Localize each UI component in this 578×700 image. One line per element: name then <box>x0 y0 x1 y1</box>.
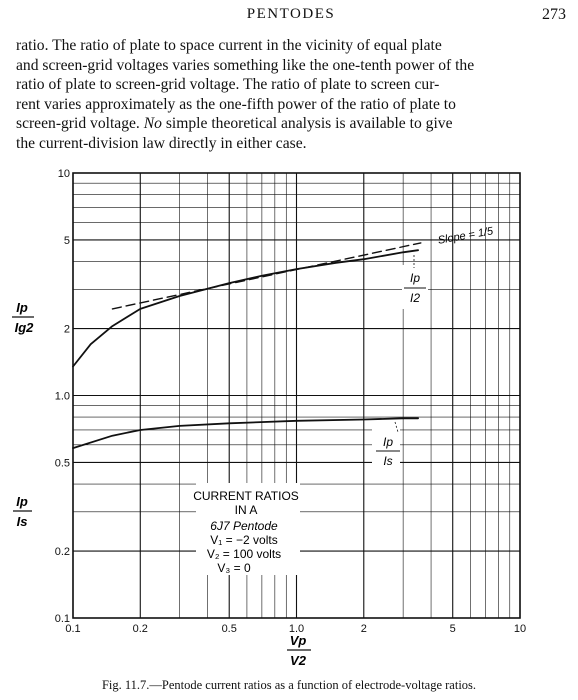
legend-line: V₃ = 0 <box>217 561 251 575</box>
x-tick-label: 0.5 <box>221 623 237 635</box>
body-line: ratio of plate to screen-grid voltage. The ratio of plate to screen cur- <box>16 76 440 94</box>
body-line <box>16 114 566 134</box>
y-tick-label: 5 <box>63 234 70 247</box>
xlabel-numerator: Vp <box>289 633 307 648</box>
slope-label: Slope = 1/5 <box>436 225 495 247</box>
legend-line: IN A <box>234 503 258 517</box>
legend-box <box>193 483 300 575</box>
y-tick-label: 0.1 <box>54 613 70 625</box>
legend-line: V₂ = 100 volts <box>206 547 282 561</box>
y-tick-label: 0.2 <box>54 546 70 559</box>
page-header <box>16 6 566 26</box>
current-ratio-chart <box>0 160 578 678</box>
body-text-span: screen-grid voltage. <box>16 115 144 133</box>
body-italic-word: No <box>143 115 162 133</box>
lower-ylabel-denominator: Is <box>16 514 28 529</box>
x-tick-label: 10 <box>513 623 527 635</box>
y-tick-label: 10 <box>57 168 70 180</box>
series-line <box>73 250 421 366</box>
body-text-span: simple theoretical analysis is available to give <box>161 115 453 133</box>
upper-ylabel-denominator: Ig2 <box>14 320 34 335</box>
x-tick-label: 0.2 <box>132 623 148 635</box>
curve-label-ip-i2 <box>402 255 428 309</box>
running-head: PENTODES <box>246 6 336 22</box>
curve-label-denominator: I2 <box>409 291 421 305</box>
x-tick-label: 2 <box>360 623 367 635</box>
upper-ylabel-numerator: Ip <box>16 300 28 315</box>
curve-label-numerator: Ip <box>409 271 421 285</box>
y-tick-label: 1.0 <box>54 390 70 403</box>
curve-label-numerator: Ip <box>382 435 394 449</box>
x-tick-label: 0.1 <box>65 623 81 635</box>
upper-y-axis-label <box>12 300 34 335</box>
body-line: rent varies approximately as the one-fifth power of the ratio of plate to <box>16 95 456 113</box>
lower-ylabel-numerator: Ip <box>16 494 28 509</box>
x-tick-label: 1.0 <box>288 623 305 635</box>
y-tick-label: 2 <box>63 323 70 336</box>
body-line: the current-division law directly in either case. <box>16 134 307 152</box>
lower-y-axis-label <box>13 494 32 529</box>
legend-line: CURRENT RATIOS <box>193 489 299 503</box>
series-line <box>73 418 418 448</box>
y-tick-label: 0.5 <box>54 457 70 470</box>
body-line: and screen-grid voltages varies something like the one-tenth power of the <box>16 56 475 74</box>
legend-line: 6J7 Pentode <box>210 519 278 533</box>
curve-label-denominator: Is <box>383 454 393 468</box>
body-paragraph <box>16 36 566 154</box>
series-line <box>112 243 420 309</box>
page-number: 273 <box>542 6 566 23</box>
figure-caption: Fig. 11.7.—Pentode current ratios as a function of electrode-voltage ratios. <box>101 678 477 692</box>
x-axis-label <box>287 633 311 668</box>
xlabel-denominator: V2 <box>290 653 306 668</box>
body-line: ratio. The ratio of plate to space current in the vicinity of equal plate <box>16 37 442 54</box>
legend-line: V₁ = −2 volts <box>210 533 278 547</box>
curve-label-ip-is <box>372 422 400 470</box>
x-tick-label: 5 <box>449 623 456 635</box>
